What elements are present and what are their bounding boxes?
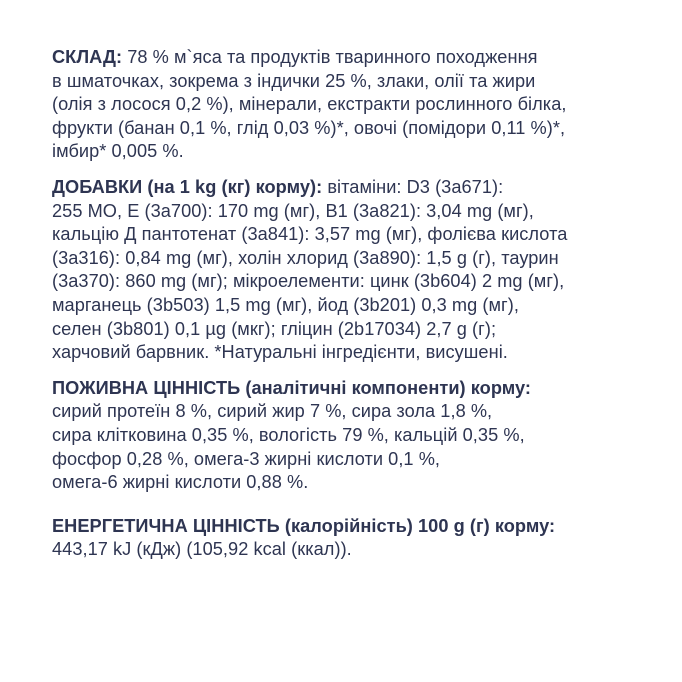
product-label-text: [52, 46, 642, 562]
nutrition-line: сира клітковина 0,35 %, вологість 79 %, кальцій 0,35 %,: [52, 424, 525, 445]
additives-line: (3a370): 860 mg (мг); мікроелементи: цинк (3b604) 2 mg (мг),: [52, 271, 565, 292]
composition-line: 78 % м`яса та продуктів тваринного походження: [122, 47, 538, 67]
nutrition-line: сирий протеїн 8 %, сирий жир 7 %, сира зола 1,8 %,: [52, 401, 493, 422]
nutrition-line: фосфор 0,28 %, омега-3 жирні кислоти 0,1 %,: [52, 448, 441, 469]
additives-heading: ДОБАВКИ (на 1 kg (кг) корму):: [52, 176, 323, 197]
additives-line: 255 МО, Е (3a700): 170 mg (мг), B1 (3a821): 3,04 mg (мг),: [52, 200, 534, 221]
nutrition-line: омега-6 жирні кислоти 0,88 %.: [52, 472, 309, 493]
additives-section: [52, 176, 642, 365]
additives-line: (3a316): 0,84 mg (мг), холін хлорид (3a890): 1,5 g (г), таурин: [52, 247, 559, 268]
composition-line: (олія з лосося 0,2 %), мінерали, екстракти рослинного білка,: [52, 94, 567, 115]
additives-line: марганець (3b503) 1,5 mg (мг), йод (3b201) 0,3 mg (мг),: [52, 294, 519, 315]
nutrition-heading: ПОЖИВНА ЦІННІСТЬ (аналітичні компоненти) корму:: [52, 377, 532, 398]
composition-section: [52, 46, 642, 164]
additives-line: харчовий барвник. *Натуральні інгредієнти, висушені.: [52, 342, 508, 363]
additives-line: кальцію Д пантотенат (3a841): 3,57 mg (мг), фолієва кислота: [52, 224, 568, 245]
nutrition-section: [52, 377, 642, 495]
additives-line: вітаміни: D3 (3a671):: [322, 176, 504, 197]
additives-line: селен (3b801) 0,1 µg (мкг); гліцин (2b17034) 2,7 g (г);: [52, 318, 497, 339]
composition-line: в шматочках, зокрема з індички 25 %, злаки, олії та жири: [52, 70, 536, 91]
composition-line: імбир* 0,005 %.: [52, 141, 184, 162]
energy-heading: ЕНЕРГЕТИЧНА ЦІННІСТЬ (калорійність) 100 g (г) корму:: [52, 515, 556, 536]
energy-line: 443,17 kJ (кДж) (105,92 kcal (ккал)).: [52, 539, 352, 560]
composition-heading: СКЛАД:: [52, 47, 123, 67]
composition-line: фрукти (банан 0,1 %, глід 0,03 %)*, овочі (помідори 0,11 %)*,: [52, 117, 566, 138]
energy-section: [52, 515, 642, 562]
